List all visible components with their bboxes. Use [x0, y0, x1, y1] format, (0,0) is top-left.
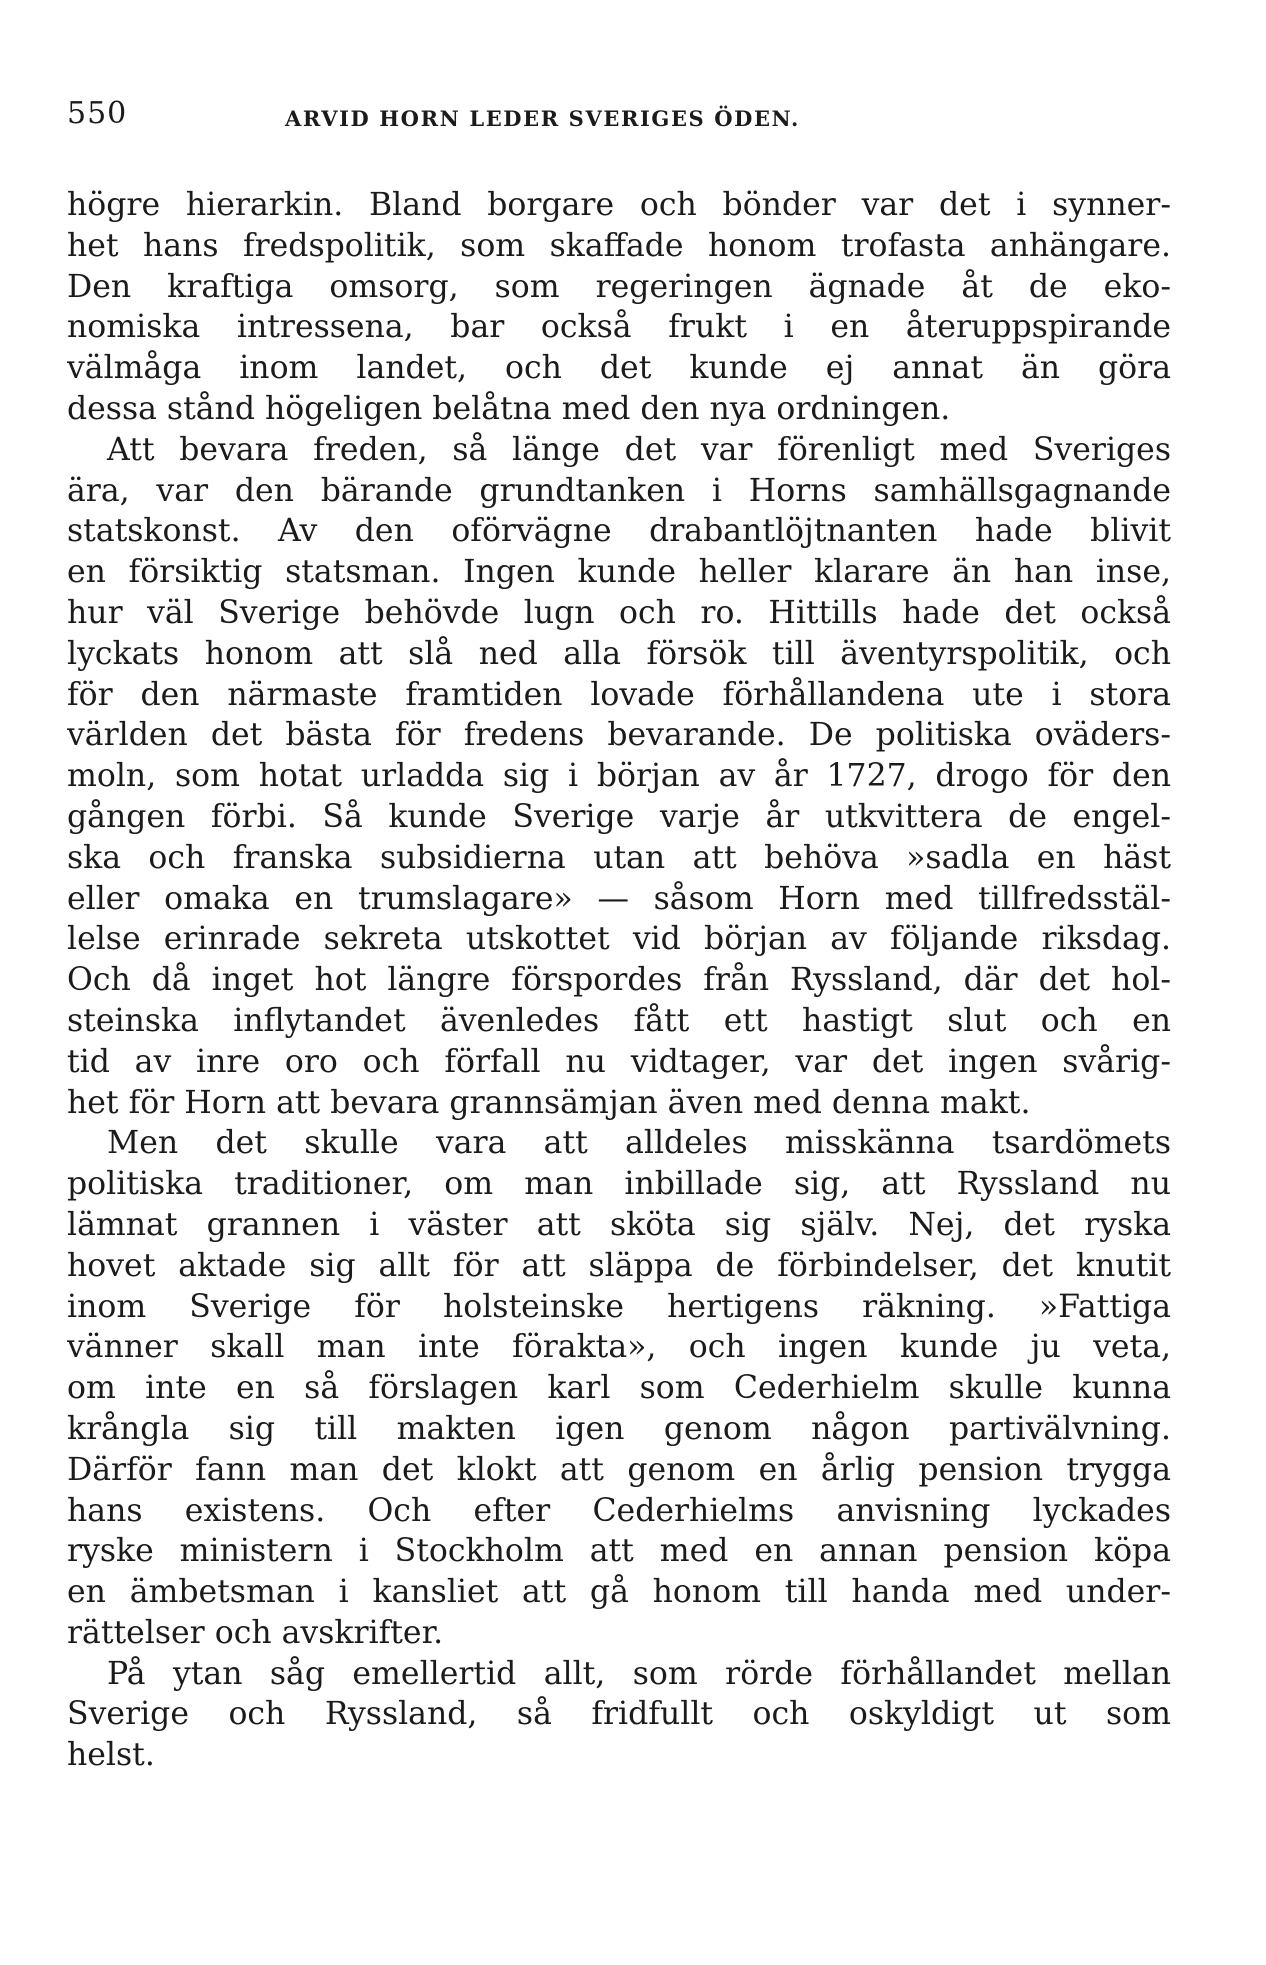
text-line: rättelser och avskrifter.	[67, 1614, 444, 1651]
text-line: tid av inre oro och förfall nu vidtager, var det ingen svårig-	[67, 1043, 1171, 1080]
text-line: statskonst. Av den oförvägne drabantlöjtnanten hade blivit	[67, 513, 1171, 550]
text-line: om inte en så förslagen karl som Cederhielm skulle kunna	[67, 1370, 1171, 1407]
page-header	[67, 94, 1177, 144]
text-line: världen det bästa för fredens bevarande. De politiska oväders-	[67, 717, 1171, 754]
text-line: lelse erinrade sekreta utskottet vid början av följande riksdag.	[67, 921, 1171, 958]
text-line: Sverige och Ryssland, så fridfullt och oskyldigt ut som	[67, 1696, 1171, 1733]
text-line: hur väl Sverige behövde lugn och ro. Hittills hade det också	[67, 594, 1171, 631]
text-line: lämnat grannen i väster att sköta sig själv. Nej, det ryska	[67, 1206, 1171, 1243]
text-line: hans existens. Och efter Cederhielms anvisning lyckades	[67, 1492, 1171, 1529]
text-line: lyckats honom att slå ned alla försök till äventyrspolitik, och	[67, 635, 1171, 672]
text-line: dessa stånd högeligen belåtna med den nya ordningen.	[67, 390, 951, 427]
body-text	[67, 185, 1171, 1776]
page-number: 550	[67, 96, 128, 131]
text-line: Och då inget hot längre förspordes från Ryssland, där det hol-	[67, 962, 1171, 999]
text-line: för den närmaste framtiden lovade förhållandena ute i stora	[67, 676, 1171, 713]
text-line: en ämbetsman i kansliet att gå honom till handa med under-	[67, 1574, 1171, 1611]
text-line: en försiktig statsman. Ingen kunde heller klarare än han inse,	[67, 554, 1171, 591]
text-line: politiska traditioner, om man inbillade sig, att Ryssland nu	[67, 1166, 1171, 1203]
text-line: gången förbi. Så kunde Sverige varje år utkvittera de engel-	[67, 798, 1171, 835]
text-line: krångla sig till makten igen genom någon partivälvning.	[67, 1410, 1171, 1447]
text-line: hovet aktade sig allt för att släppa de förbindelser, det knutit	[67, 1247, 1171, 1284]
text-line: högre hierarkin. Bland borgare och bönder var det i synner-	[67, 187, 1171, 223]
text-line: inom Sverige för holsteinske hertigens räkning. »Fattiga	[67, 1288, 1171, 1325]
text-line: Men det skulle vara att alldeles misskänna tsardömets	[107, 1125, 1171, 1162]
text-line: het hans fredspolitik, som skaffade honom trofasta anhängare.	[67, 227, 1171, 264]
text-line: steinska inflytandet ävenledes fått ett hastigt slut och en	[67, 1002, 1171, 1039]
text-line: helst.	[67, 1737, 155, 1774]
text-line: välmåga inom landet, och det kunde ej annat än göra	[67, 350, 1171, 387]
text-line: nomiska intressena, bar också frukt i en återuppspirande	[67, 309, 1171, 346]
running-head: ARVID HORN LEDER SVERIGES ÖDEN.	[285, 106, 800, 131]
text-line: vänner skall man inte förakta», och ingen kunde ju veta,	[67, 1329, 1171, 1366]
text-line: Den kraftiga omsorg, som regeringen ägnade åt de eko-	[67, 268, 1171, 305]
text-line: ära, var den bärande grundtanken i Horns samhällsgagnande	[67, 472, 1171, 509]
text-line: ryske ministern i Stockholm att med en annan pension köpa	[67, 1533, 1171, 1570]
text-line: ska och franska subsidierna utan att behöva »sadla en häst	[67, 839, 1171, 876]
text-line: eller omaka en trumslagare» — såsom Horn med tillfredsstäl-	[67, 880, 1171, 917]
text-line: Att bevara freden, så länge det var förenligt med Sveriges	[107, 431, 1171, 468]
text-line: Därför fann man det klokt att genom en årlig pension trygga	[67, 1451, 1171, 1488]
text-line: het för Horn att bevara grannsämjan även med denna makt.	[67, 1084, 1031, 1121]
text-line: På ytan såg emellertid allt, som rörde förhållandet mellan	[107, 1655, 1171, 1692]
text-line: moln, som hotat urladda sig i början av år 1727, drogo för den	[67, 758, 1171, 795]
